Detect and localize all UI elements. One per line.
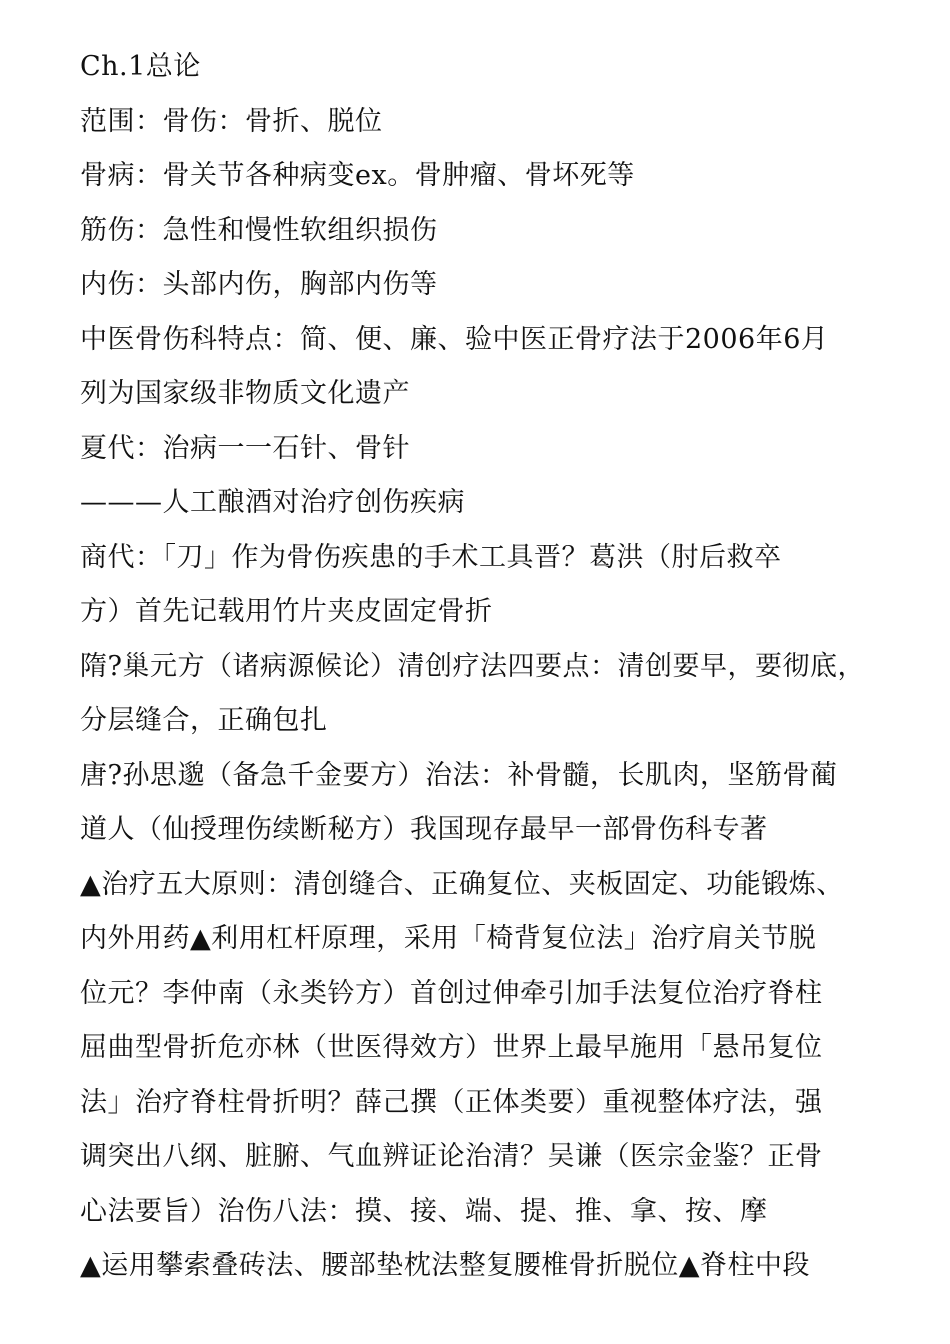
document-body bbox=[80, 44, 900, 1298]
text-line: 商代：「刀」作为骨伤疾患的手术工具晋？葛洪（肘后救卒 bbox=[80, 541, 782, 573]
text-line: 夏代：治病一一石针、骨针 bbox=[80, 432, 410, 464]
text-line: 唐?孙思邈（备急千金要方）治法：补骨髓，长肌肉，坚筋骨蔺 bbox=[80, 759, 838, 791]
text-line: 心法要旨）治伤八法：摸、接、端、提、推、拿、按、摩 bbox=[80, 1195, 768, 1227]
text-line: 列为国家级非物质文化遗产 bbox=[80, 378, 410, 409]
text-line: 法」治疗脊柱骨折明？薛己撰（正体类要）重视整体疗法，强 bbox=[80, 1086, 823, 1118]
text-line: 方）首先记载用竹片夹皮固定骨折 bbox=[80, 596, 493, 627]
text-line: 屈曲型骨折危亦林（世医得效方）世界上最早施用「悬吊复位 bbox=[80, 1032, 823, 1063]
text-line: 内外用药▲利用杠杆原理，采用「椅背复位法」治疗肩关节脱 bbox=[80, 923, 817, 954]
text-line: 内伤：头部内伤，胸部内伤等 bbox=[80, 269, 438, 300]
text-line: 调突出八纲、脏腑、气血辨证论治清？吴谦（医宗金鉴？正骨 bbox=[80, 1141, 823, 1172]
text-line: 范围：骨伤：骨折、脱位 bbox=[80, 105, 383, 137]
text-line: 筋伤：急性和慢性软组织损伤 bbox=[80, 214, 438, 246]
text-line: 位元？李仲南（永类钤方）首创过伸牵引加手法复位治疗脊柱 bbox=[80, 977, 823, 1009]
text-line: 中医骨伤科特点：简、便、廉、验中医正骨疗法于2006年6月 bbox=[80, 323, 829, 355]
text-line: ▲运用攀索叠砖法、腰部垫枕法整复腰椎骨折脱位▲脊柱中段 bbox=[80, 1250, 811, 1281]
text-line: 隋?巢元方（诸病源候论）清创疗法四要点：清创要早，要彻底， bbox=[80, 650, 865, 682]
chapter-title: Ch.1总论 bbox=[80, 51, 201, 82]
text-line: 分层缝合，正确包扎 bbox=[80, 705, 328, 736]
text-line: ▲治疗五大原则：清创缝合、正确复位、夹板固定、功能锻炼、 bbox=[80, 868, 844, 900]
text-line: 骨病：骨关节各种病变ex。骨肿瘤、骨坏死等 bbox=[80, 160, 635, 191]
text-line: ———人工酿酒对治疗创伤疾病 bbox=[80, 487, 465, 518]
text-line: 道人（仙授理伤续断秘方）我国现存最早一部骨伤科专著 bbox=[80, 814, 768, 845]
